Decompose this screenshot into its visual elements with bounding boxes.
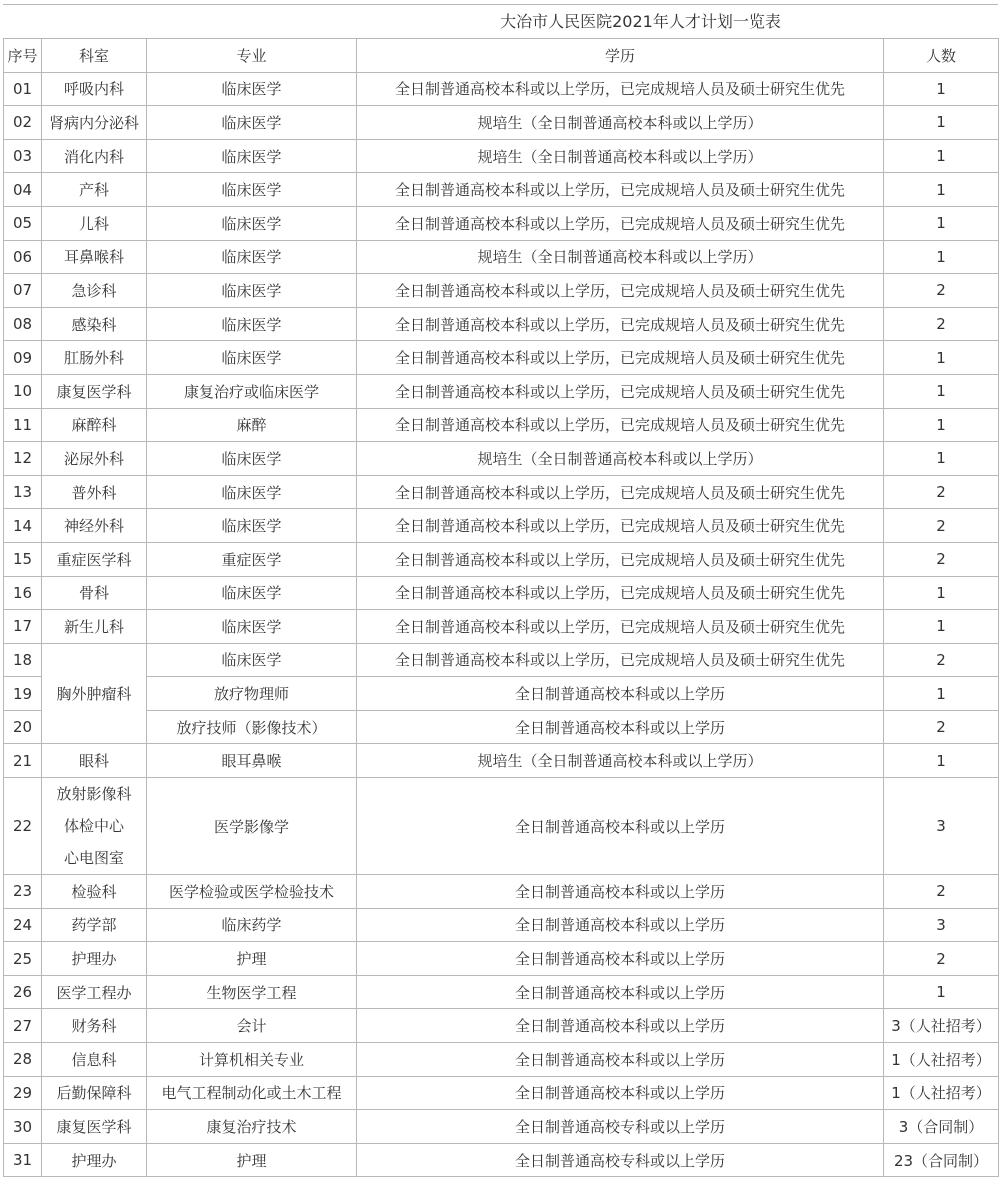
row-education: 全日制普通高校本科或以上学历，已完成规培人员及硕士研究生优先 <box>357 610 884 644</box>
row-dept: 儿科 <box>42 206 147 240</box>
row-major: 生物医学工程 <box>147 975 357 1009</box>
header-no: 序号 <box>4 39 42 73</box>
row-dept: 普外科 <box>42 475 147 509</box>
table-row <box>4 475 999 509</box>
row-dept: 急诊科 <box>42 274 147 308</box>
row-number: 11 <box>4 408 42 442</box>
row-count: 2 <box>884 542 999 576</box>
table-row <box>4 106 999 140</box>
row-number: 30 <box>4 1110 42 1144</box>
row-education: 全日制普通高校专科或以上学历 <box>357 1110 884 1144</box>
table-row <box>4 1076 999 1110</box>
row-count: 1 <box>884 173 999 207</box>
row-major: 放疗物理师 <box>147 677 357 711</box>
row-number: 08 <box>4 307 42 341</box>
table-row <box>4 442 999 476</box>
row-major: 康复治疗技术 <box>147 1110 357 1144</box>
row-major: 临床医学 <box>147 576 357 610</box>
row-dept: 耳鼻喉科 <box>42 240 147 274</box>
table-row <box>4 1043 999 1077</box>
row-education: 全日制普通高校本科或以上学历，已完成规培人员及硕士研究生优先 <box>357 173 884 207</box>
table-row <box>4 408 999 442</box>
table-row <box>4 643 999 677</box>
row-count: 2 <box>884 643 999 677</box>
row-count: 1 <box>884 106 999 140</box>
row-number: 26 <box>4 975 42 1009</box>
row-number: 18 <box>4 643 42 677</box>
row-number: 22 <box>4 778 42 875</box>
table-row <box>4 341 999 375</box>
row-education: 规培生（全日制普通高校本科或以上学历） <box>357 106 884 140</box>
row-count: 1 <box>884 442 999 476</box>
row-dept: 消化内科 <box>42 139 147 173</box>
row-education: 全日制普通高校本科或以上学历，已完成规培人员及硕士研究生优先 <box>357 72 884 106</box>
row-education: 规培生（全日制普通高校本科或以上学历） <box>357 744 884 778</box>
row-major: 重症医学 <box>147 542 357 576</box>
row-major: 临床医学 <box>147 72 357 106</box>
row-dept: 检验科 <box>42 875 147 909</box>
table-row <box>4 875 999 909</box>
row-dept: 重症医学科 <box>42 542 147 576</box>
row-count: 1 <box>884 72 999 106</box>
table-row <box>4 942 999 976</box>
row-count: 2 <box>884 307 999 341</box>
row-number: 05 <box>4 206 42 240</box>
row-major: 电气工程制动化或土木工程 <box>147 1076 357 1110</box>
row-major: 护理 <box>147 1143 357 1177</box>
recruitment-plan <box>3 4 998 1177</box>
row-education: 全日制普通高校本科或以上学历，已完成规培人员及硕士研究生优先 <box>357 341 884 375</box>
row-major: 临床医学 <box>147 643 357 677</box>
row-count: 3（人社招考） <box>884 1009 999 1043</box>
row-count: 1 <box>884 610 999 644</box>
row-number: 27 <box>4 1009 42 1043</box>
row-count: 2 <box>884 942 999 976</box>
table-row <box>4 908 999 942</box>
table-row <box>4 710 999 744</box>
row-dept: 肛肠外科 <box>42 341 147 375</box>
row-major: 临床医学 <box>147 173 357 207</box>
row-number: 28 <box>4 1043 42 1077</box>
row-major: 放疗技师（影像技术） <box>147 710 357 744</box>
row-count: 1 <box>884 677 999 711</box>
row-education: 全日制普通高校本科或以上学历，已完成规培人员及硕士研究生优先 <box>357 374 884 408</box>
row-count: 1 <box>884 206 999 240</box>
recruitment-table <box>3 38 999 1177</box>
table-row <box>4 307 999 341</box>
row-education: 全日制普通高校专科或以上学历 <box>357 1143 884 1177</box>
row-major: 护理 <box>147 942 357 976</box>
row-dept: 康复医学科 <box>42 1110 147 1144</box>
row-count: 1 <box>884 975 999 1009</box>
row-number: 03 <box>4 139 42 173</box>
row-major: 临床医学 <box>147 106 357 140</box>
table-row <box>4 206 999 240</box>
table-row <box>4 274 999 308</box>
row-major: 医学影像学 <box>147 778 357 875</box>
table-row <box>4 778 999 875</box>
row-dept: 财务科 <box>42 1009 147 1043</box>
row-dept: 骨科 <box>42 576 147 610</box>
row-number: 23 <box>4 875 42 909</box>
dept-line: 心电图室 <box>63 849 124 868</box>
row-count: 2 <box>884 710 999 744</box>
row-dept: 感染科 <box>42 307 147 341</box>
row-count: 1 <box>884 408 999 442</box>
row-dept: 产科 <box>42 173 147 207</box>
row-major: 眼耳鼻喉 <box>147 744 357 778</box>
row-education: 全日制普通高校本科或以上学历 <box>357 1009 884 1043</box>
row-education: 规培生（全日制普通高校本科或以上学历） <box>357 240 884 274</box>
row-education: 全日制普通高校本科或以上学历，已完成规培人员及硕士研究生优先 <box>357 576 884 610</box>
table-row <box>4 72 999 106</box>
row-education: 全日制普通高校本科或以上学历 <box>357 677 884 711</box>
row-education: 全日制普通高校本科或以上学历 <box>357 1043 884 1077</box>
row-education: 全日制普通高校本科或以上学历，已完成规培人员及硕士研究生优先 <box>357 643 884 677</box>
row-education: 全日制普通高校本科或以上学历 <box>357 875 884 909</box>
row-count: 23（合同制） <box>884 1143 999 1177</box>
row-count: 3 <box>884 778 999 875</box>
table-row <box>4 576 999 610</box>
row-dept: 麻醉科 <box>42 408 147 442</box>
row-major: 临床药学 <box>147 908 357 942</box>
row-education: 全日制普通高校本科或以上学历，已完成规培人员及硕士研究生优先 <box>357 509 884 543</box>
table-row <box>4 610 999 644</box>
table-row <box>4 542 999 576</box>
row-number: 20 <box>4 710 42 744</box>
header-dept: 科室 <box>42 39 147 73</box>
row-dept: 后勤保障科 <box>42 1076 147 1110</box>
row-number: 25 <box>4 942 42 976</box>
row-dept: 眼科 <box>42 744 147 778</box>
row-education: 规培生（全日制普通高校本科或以上学历） <box>357 139 884 173</box>
header-count: 人数 <box>884 39 999 73</box>
row-count: 3（合同制） <box>884 1110 999 1144</box>
row-count: 1 <box>884 240 999 274</box>
row-dept: 医学工程办 <box>42 975 147 1009</box>
row-education: 全日制普通高校本科或以上学历 <box>357 1076 884 1110</box>
dept-line: 体检中心 <box>63 817 124 836</box>
row-major: 临床医学 <box>147 509 357 543</box>
table-row <box>4 173 999 207</box>
row-number: 04 <box>4 173 42 207</box>
row-count: 3 <box>884 908 999 942</box>
row-major: 临床医学 <box>147 240 357 274</box>
row-count: 2 <box>884 875 999 909</box>
row-number: 01 <box>4 72 42 106</box>
row-education: 规培生（全日制普通高校本科或以上学历） <box>357 442 884 476</box>
row-education: 全日制普通高校本科或以上学历，已完成规培人员及硕士研究生优先 <box>357 475 884 509</box>
table-body <box>4 39 999 1177</box>
row-number: 21 <box>4 744 42 778</box>
row-major: 临床医学 <box>147 206 357 240</box>
table-row <box>4 374 999 408</box>
row-number: 14 <box>4 509 42 543</box>
table-row <box>4 1009 999 1043</box>
row-major: 临床医学 <box>147 139 357 173</box>
row-dept: 泌尿外科 <box>42 442 147 476</box>
row-number: 15 <box>4 542 42 576</box>
table-row <box>4 744 999 778</box>
row-dept: 药学部 <box>42 908 147 942</box>
row-count: 1 <box>884 374 999 408</box>
row-number: 07 <box>4 274 42 308</box>
row-count: 2 <box>884 509 999 543</box>
row-number: 17 <box>4 610 42 644</box>
row-number: 24 <box>4 908 42 942</box>
row-education: 全日制普通高校本科或以上学历，已完成规培人员及硕士研究生优先 <box>357 206 884 240</box>
row-major: 临床医学 <box>147 341 357 375</box>
row-education: 全日制普通高校本科或以上学历，已完成规培人员及硕士研究生优先 <box>357 542 884 576</box>
row-number: 16 <box>4 576 42 610</box>
row-major: 临床医学 <box>147 442 357 476</box>
row-dept: 神经外科 <box>42 509 147 543</box>
table-row <box>4 975 999 1009</box>
row-dept: 胸外肿瘤科 <box>42 643 147 744</box>
table-row <box>4 1143 999 1177</box>
row-education: 全日制普通高校本科或以上学历 <box>357 710 884 744</box>
row-count: 1（人社招考） <box>884 1043 999 1077</box>
row-major: 会计 <box>147 1009 357 1043</box>
row-major: 临床医学 <box>147 274 357 308</box>
row-number: 29 <box>4 1076 42 1110</box>
header-row <box>4 39 999 73</box>
row-number: 10 <box>4 374 42 408</box>
table-row <box>4 240 999 274</box>
row-number: 19 <box>4 677 42 711</box>
row-count: 1 <box>884 576 999 610</box>
row-number: 13 <box>4 475 42 509</box>
row-major: 康复治疗或临床医学 <box>147 374 357 408</box>
header-major: 专业 <box>147 39 357 73</box>
row-dept: 康复医学科 <box>42 374 147 408</box>
row-education: 全日制普通高校本科或以上学历，已完成规培人员及硕士研究生优先 <box>357 307 884 341</box>
row-education: 全日制普通高校本科或以上学历 <box>357 908 884 942</box>
row-dept: 护理办 <box>42 942 147 976</box>
row-dept: 护理办 <box>42 1143 147 1177</box>
table-row <box>4 509 999 543</box>
row-dept: 呼吸内科 <box>42 72 147 106</box>
table-row <box>4 1110 999 1144</box>
row-major: 临床医学 <box>147 475 357 509</box>
row-dept <box>42 778 147 875</box>
row-major: 临床医学 <box>147 610 357 644</box>
row-number: 06 <box>4 240 42 274</box>
dept-line: 放射影像科 <box>56 785 132 804</box>
row-count: 2 <box>884 475 999 509</box>
row-count: 2 <box>884 274 999 308</box>
row-count: 1 <box>884 744 999 778</box>
row-number: 12 <box>4 442 42 476</box>
row-dept: 新生儿科 <box>42 610 147 644</box>
row-education: 全日制普通高校本科或以上学历，已完成规培人员及硕士研究生优先 <box>357 408 884 442</box>
row-count: 1（人社招考） <box>884 1076 999 1110</box>
table-row <box>4 677 999 711</box>
row-education: 全日制普通高校本科或以上学历，已完成规培人员及硕士研究生优先 <box>357 274 884 308</box>
row-major: 计算机相关专业 <box>147 1043 357 1077</box>
row-major: 麻醉 <box>147 408 357 442</box>
row-education: 全日制普通高校本科或以上学历 <box>357 975 884 1009</box>
row-major: 临床医学 <box>147 307 357 341</box>
row-education: 全日制普通高校本科或以上学历 <box>357 942 884 976</box>
row-education: 全日制普通高校本科或以上学历 <box>357 778 884 875</box>
row-count: 1 <box>884 341 999 375</box>
row-major: 医学检验或医学检验技术 <box>147 875 357 909</box>
row-dept: 肾病内分泌科 <box>42 106 147 140</box>
header-edu: 学历 <box>357 39 884 73</box>
row-number: 31 <box>4 1143 42 1177</box>
row-count: 1 <box>884 139 999 173</box>
row-dept: 信息科 <box>42 1043 147 1077</box>
row-number: 09 <box>4 341 42 375</box>
table-title: 大冶市人民医院2021年人才计划一览表 <box>3 4 998 38</box>
table-row <box>4 139 999 173</box>
row-number: 02 <box>4 106 42 140</box>
